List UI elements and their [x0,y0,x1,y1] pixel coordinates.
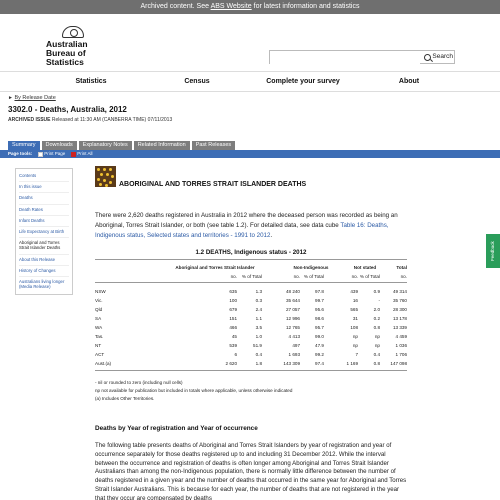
body-paragraph: The following table presents deaths of Aboriginal and Torres Strait Islanders by year of registration and year of occurrence separately for those deaths registered up to and including 31 December 2012. While the interval between the occurrence and registration of deaths is often longer among Aboriginal and Torres Strait Islander Australians than among the non-Indigenous population, there is normally little difference between the number of deaths registered in a given year and the number of deaths that occurred in the same year for Aboriginal and Torres Strait Islander Australians. This is because for each year, the number of deaths that are not registered in the year that they occur are compensated by deaths [95,442,407,500]
coat-of-arms-icon [62,26,84,38]
table-cell: 100 [229,298,237,303]
table-cell: np [352,334,358,339]
table-subheader: % of Total [241,274,262,279]
tab-past-releases[interactable]: Past Releases [192,141,235,150]
table-cell: 0.4 [373,352,380,357]
page-tools-bar [0,150,500,158]
table-cell: 47.9 [315,343,324,348]
site-header [0,14,500,71]
table-row-label: WA [95,325,103,330]
nav-census[interactable]: Census [184,78,210,85]
release-info: Released at 11:30 AM (CANBERRA TIME) 07/11/2013 [51,117,173,123]
page-title: 3302.0 - Deaths, Australia, 2012 [8,105,127,114]
table-cell: 1.0 [255,334,262,339]
table-cell: np [374,334,380,339]
table-cell: 1 706 [395,352,407,357]
search-icon [424,54,431,61]
table-cell: 97.8 [315,289,324,294]
table-cell: 497 [292,343,300,348]
table-cell: 565 [350,307,358,312]
sidebar-item-history-of-changes[interactable]: History of Changes [19,266,69,277]
page-tools-label: Page tools: [8,151,33,156]
table-footnote: (a) Includes Other Territories. [95,396,155,401]
table-cell: 0.3 [255,298,262,303]
table-cell: 99.0 [315,334,324,339]
logo-line-1: Australian [46,39,88,49]
tab-downloads[interactable]: Downloads [42,141,77,150]
print-all-label: Print All [77,151,93,156]
table-cell: 99.7 [315,298,324,303]
sidebar-item-in-this-issue[interactable]: In this issue [19,182,69,193]
table-cell: 143 309 [283,361,300,366]
table-row-label: SA [95,316,102,321]
section-header [95,166,407,188]
table-group-header: Not stated [353,265,377,270]
sidebar-item-about-this-release[interactable]: About this Release [19,255,69,266]
table-cell: 2 620 [225,361,237,366]
table-cell: 35 644 [285,298,300,303]
table-row-label: Tas. [95,334,104,339]
logo-line-3: Statistics [46,57,84,67]
table-row-label: NT [95,343,102,348]
search-box [269,50,455,64]
table-cell: 0.2 [373,316,380,321]
table-cell: 3.5 [255,325,262,330]
table-cell: 6 [234,352,237,357]
table-subheader: % of Total [303,274,324,279]
contents-sidebar [15,168,73,295]
breadcrumb-arrow-icon: ► [8,95,13,101]
logo-line-2: Bureau of [46,48,86,58]
search-input[interactable] [270,57,420,69]
archived-issue-label: ARCHIVED ISSUE [8,117,51,123]
table-cell: 635 [229,289,237,294]
table-footnote: - nil or rounded to zero (including null cells) [95,380,183,385]
sidebar-item-media-release[interactable]: Australians living longer (Media Release) [19,279,65,290]
table-cell: 7 [355,352,358,357]
table-cell: 28 300 [392,307,407,312]
table-cell: 1.1 [255,316,262,321]
table-cell: 1 036 [395,343,407,348]
intro-paragraph [95,211,405,241]
sidebar-item-contents[interactable]: Contents [19,171,69,182]
table-cell: 12 996 [285,316,300,321]
table-cell: 51.9 [253,343,262,348]
table-cell: 0.4 [255,352,262,357]
table-cell: 45 [231,334,237,339]
main-content [95,166,407,500]
table-cell: 1.3 [255,289,262,294]
table-cell: 48 240 [285,289,300,294]
sidebar-item-life-expectancy[interactable]: Life Expectancy at Birth [19,227,69,238]
sidebar-item-indigenous-deaths[interactable]: Aboriginal and Torres Strait Islander Deaths [19,238,69,254]
abs-logo[interactable] [46,26,99,70]
table-cell: 4 413 [288,334,300,339]
print-all-button[interactable] [71,150,92,158]
table-cell: 2.4 [255,307,262,312]
table-cell: 147 098 [390,361,407,366]
sidebar-item-death-rates[interactable]: Death Rates [19,205,69,216]
search-button-label: Search [432,53,453,60]
table-header-rule [95,282,407,283]
table-cell: np [374,343,380,348]
table-cell: 539 [229,343,237,348]
table-cell: 12 765 [285,325,300,330]
sub-heading: Deaths by Year of registration and Year of occurrence [95,425,258,432]
print-page-button[interactable] [38,150,65,158]
table-top-rule [95,259,407,260]
table-cell: 95.6 [315,307,324,312]
archive-notice-bar [0,0,500,14]
table-cell: np [352,343,358,348]
section-title: ABORIGINAL AND TORRES STRAIT ISLANDER DEATHS [119,181,307,188]
tab-bar [8,141,235,150]
table-cell: 16 [352,298,358,303]
intro-text: There were 2,620 deaths registered in Australia in 2012 where the deceased person was recorded as being an Aboriginal, Torres Strait Islander, or both (see table 1.2). For detailed data, see data cube [95,212,398,229]
nav-statistics[interactable]: Statistics [75,78,107,85]
main-nav [0,71,500,92]
table-bottom-rule [95,370,407,371]
breadcrumb[interactable] [8,95,56,101]
tab-summary[interactable]: Summary [8,141,40,150]
table-subheader: no. [351,274,358,279]
table-cell: 13 339 [392,325,407,330]
table-group-header: Total [396,265,407,270]
feedback-button[interactable]: Feedback [486,234,500,268]
table-cell: 679 [229,307,237,312]
table-cell: 1.8 [255,361,262,366]
table-cell: 0.8 [373,361,380,366]
table-row-label: Qld [95,307,103,312]
table-cell: 99.2 [315,352,324,357]
table-subheader: no. [230,274,237,279]
data-cube-link[interactable]: Table 16: Deaths, Indigenous status, Selected states and territories - 1991 to 2012 [95,222,389,239]
table-cell: 151 [229,316,237,321]
table-row-label: Aust.(a) [95,361,112,366]
table-cell: 466 [229,325,237,330]
nav-complete-your-survey[interactable]: Complete your survey [266,78,340,85]
table-cell: 108 [350,325,358,330]
table-cell: 98.6 [315,316,324,321]
table-cell: 97.4 [315,361,324,366]
table-row-label: ACT [95,352,105,357]
table-cell: 49 314 [392,289,407,294]
table-cell: 31 [352,316,358,321]
printer-icon [38,152,43,157]
pdf-icon [71,152,76,157]
table-group-header: Non-Indigenous [293,265,329,270]
logo-text [46,40,99,67]
table-cell: 0.8 [373,325,380,330]
breadcrumb-link[interactable]: By Release Date [14,95,56,101]
table-row-label: Vic. [95,298,103,303]
table-cell: 13 178 [392,316,407,321]
table-subheader: no. [293,274,300,279]
table-group-header: Aboriginal and Torres Strait Islander [175,265,255,270]
archive-notice-text-after: for latest information and statistics [251,3,360,10]
table-subheader: % of Total [359,274,380,279]
table-cell: 439 [350,289,358,294]
nav-about[interactable]: About [398,78,420,85]
tab-related-information[interactable]: Related Information [134,141,190,150]
aboriginal-art-icon [95,166,116,187]
table-row-label: NSW [95,289,106,294]
table-cell: 1 169 [346,361,358,366]
table-footnote: np not available for publication but included in totals where applicable, unless otherwise indicated [95,388,293,393]
table-cell: 95.7 [315,325,324,330]
table-cell: 27 057 [285,307,300,312]
search-button[interactable] [424,51,453,63]
sidebar-item-infant-deaths[interactable]: Infant Deaths [19,216,69,227]
sidebar-item-deaths[interactable]: Deaths [19,193,69,204]
table-cell: 2.0 [373,307,380,312]
table-cell: 4 459 [395,334,407,339]
archived-issue-line [8,117,172,123]
archive-notice-text: Archived content. See [140,3,211,10]
abs-website-link[interactable]: ABS Website [210,3,252,10]
table-title: 1.2 DEATHS, Indigenous status - 2012 [195,249,307,256]
table-cell: 0.9 [373,289,380,294]
print-page-label: Print Page [44,151,66,156]
table-cell: - [378,298,380,303]
table-cell: 1 693 [288,352,300,357]
intro-after: . [270,232,273,239]
tab-explanatory-notes[interactable]: Explanatory Notes [79,141,132,150]
table-subheader: no. [400,274,407,279]
table-cell: 35 760 [392,298,407,303]
